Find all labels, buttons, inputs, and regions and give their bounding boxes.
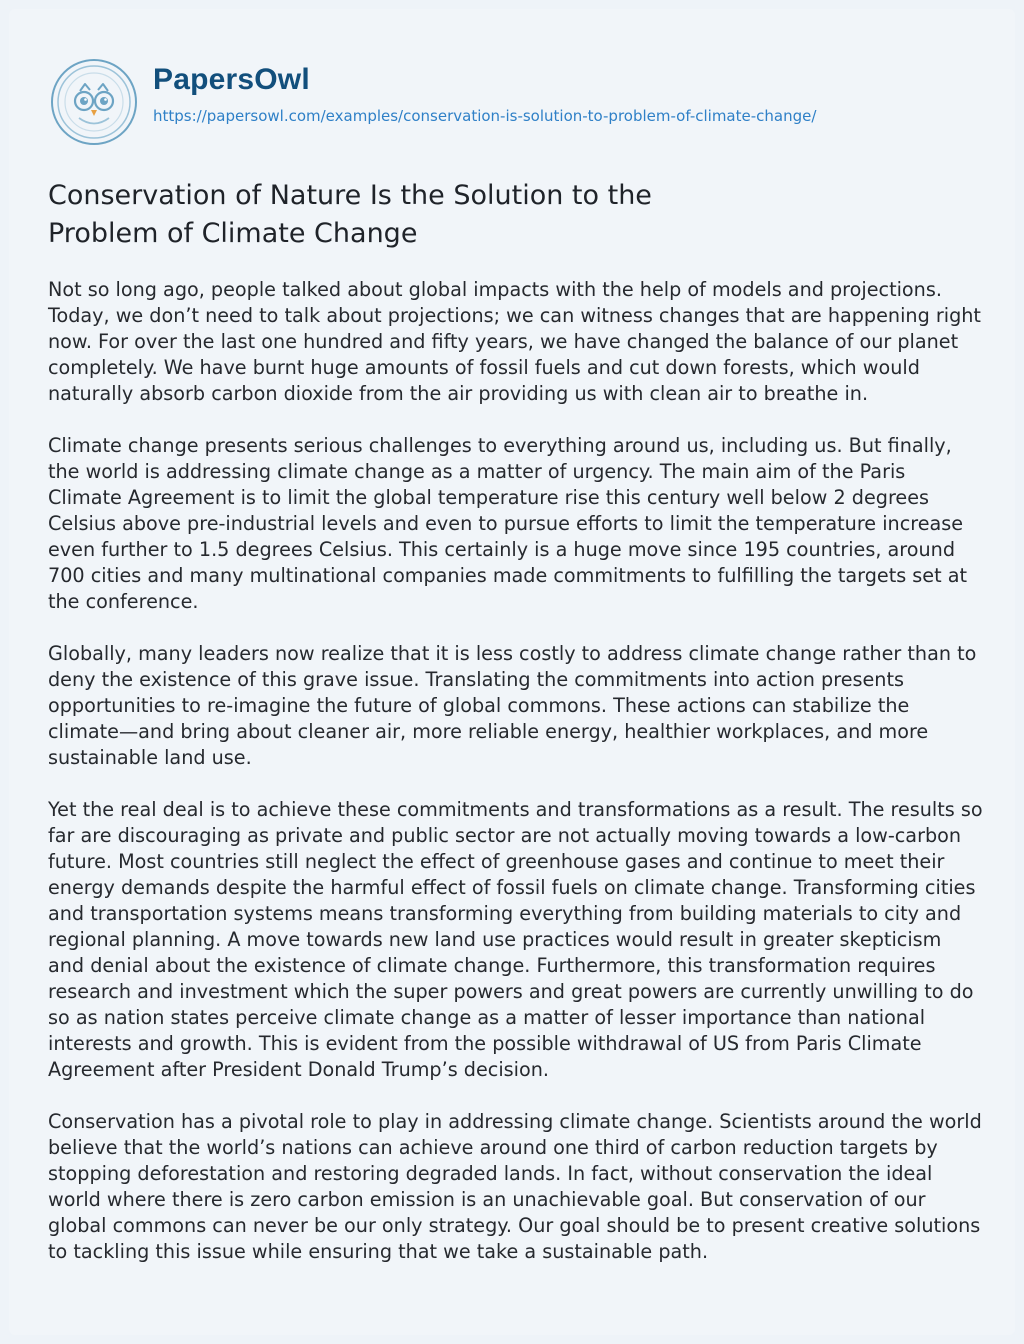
paragraph: Globally, many leaders now realize that it is less costly to address climate change rather than to deny the existence of this grave issue. Translating the commitments into action presents opportunities to re-imagine the future of global commons. These actions can stabilize the climate—and bring about cleaner air, more reliable energy, healthier workplaces, and more sustainable land use.: [48, 642, 977, 769]
article-title: Conservation of Nature Is the Solution to the Problem of Climate Change: [48, 180, 652, 249]
source-url-link[interactable]: https://papersowl.com/examples/conservation-is-solution-to-problem-of-climate-change/: [153, 107, 817, 125]
paragraph: Climate change presents serious challenges to everything around us, including us. But finally, the world is addressing climate change as a matter of urgency. The main aim of the Paris Climate Agreement is to limit the global temperature rise this century well below 2 degrees Celsius above pre-industrial levels and even to pursue efforts to limit the temperature increase even further to 1.5 degrees Celsius. This certainly is a huge move since 195 countries, around 700 cities and many multinational companies made commitments to fulfilling the targets set at the conference.: [48, 434, 968, 613]
paragraph: Not so long ago, people talked about global impacts with the help of models and projections. Today, we don’t need to talk about projections; we can witness changes that are happening right now. For over the last one hundred and fifty years, we have changed the balance of our planet completely. We have burnt huge amounts of fossil fuels and cut down forests, which would naturally absorb carbon dioxide from the air providing us with clean air to breathe in.: [48, 278, 981, 405]
brand-name[interactable]: PapersOwl: [153, 63, 310, 96]
owl-logo-icon: [49, 57, 139, 147]
paragraph: Conservation has a pivotal role to play in addressing climate change. Scientists around the world believe that the world’s nations can achieve around one third of carbon reduction targets by stopping deforestation and restoring degraded lands. In fact, without conservation the ideal world where there is zero carbon emission is an unachievable goal. But conservation of our global commons can never be our only strategy. Our goal should be to present creative solutions to tackling this issue while ensuring that we take a sustainable path.: [48, 1110, 982, 1263]
site-header: [49, 57, 1009, 147]
article-body: [48, 277, 983, 1291]
paragraph: Yet the real deal is to achieve these commitments and transformations as a result. The results so far are discouraging as private and public sector are not actually moving towards a low-carbon future. Most countries still neglect the effect of greenhouse gases and continue to meet their energy demands despite the harmful effect of fossil fuels on climate change. Transforming cities and transportation systems means transforming everything from building materials to city and regional planning. A move towards new land use practices would result in greater skepticism and denial about the existence of climate change. Furthermore, this transformation requires research and investment which the super powers and great powers are currently unwilling to do so as nation states perceive climate change as a matter of lesser importance than national interests and growth. This is evident from the possible withdrawal of US from Paris Climate Agreement after President Donald Trump’s decision.: [48, 798, 983, 1081]
document-page: [9, 9, 1015, 1335]
